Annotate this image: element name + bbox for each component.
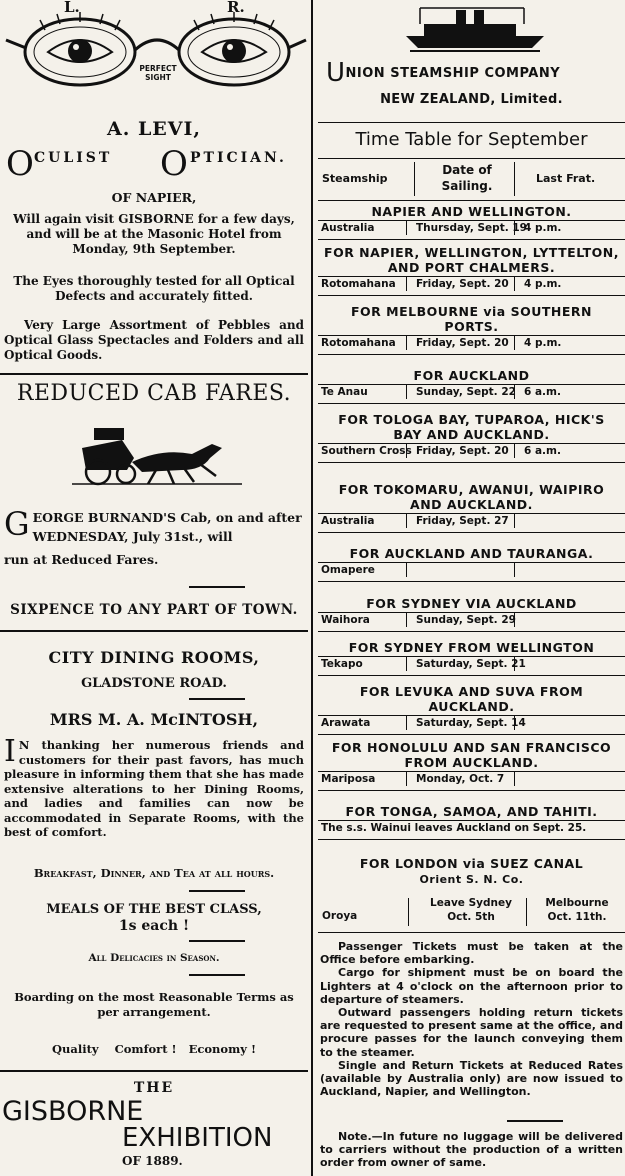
route-date: Friday, Sept. 20 xyxy=(416,445,509,457)
luggage-note: Note.—In future no luggage will be delivered to carriers without the production of a written order from owner of same. xyxy=(320,1130,623,1169)
rule xyxy=(318,631,625,632)
optician-assortment: Very Large Assortment of Pebbles and Optical Glass Spectacles and Folders and all Optical Goods. xyxy=(4,318,304,362)
union-notices xyxy=(320,940,623,1098)
optician-of: OF NAPIER, xyxy=(111,190,197,205)
route-ship: Waihora xyxy=(321,614,370,626)
spectacles-illustration xyxy=(0,0,308,92)
title-dropcap-o1: O xyxy=(6,144,37,184)
rule xyxy=(318,932,625,933)
london-ship: Oroya xyxy=(322,910,358,922)
dining-road: GLADSTONE ROAD. xyxy=(81,676,227,691)
col-sep xyxy=(514,772,515,786)
route-row xyxy=(318,514,625,530)
union-title-text: NION STEAMSHIP COMPANY xyxy=(345,66,561,81)
route-heading: FOR TOKOMARU, AWANUI, WAIPIRO AND AUCKLAND. xyxy=(338,482,605,512)
union-subtitle: NEW ZEALAND, Limited. xyxy=(380,92,563,107)
title-oculist: CULIST xyxy=(34,150,113,166)
col-sep xyxy=(406,563,407,577)
dining-heading: CITY DINING ROOMS, xyxy=(48,648,260,667)
rule xyxy=(189,940,245,942)
right-column xyxy=(318,0,625,1176)
optician-title xyxy=(0,146,308,182)
delicacies: All Delicacies in Season. xyxy=(88,952,220,964)
dining-dropcap: I xyxy=(4,734,16,769)
route-time: 4 p.m. xyxy=(524,222,562,234)
route-row xyxy=(318,385,625,401)
route-heading: NAPIER AND WELLINGTON. xyxy=(371,204,572,219)
london-leave: Leave Sydney Oct. 5th xyxy=(430,897,512,923)
col-sep xyxy=(406,716,407,730)
optician-eyes: The Eyes thoroughly tested for all Optical Defects and accurately fitted. xyxy=(13,274,295,303)
union-title xyxy=(326,58,625,88)
route-date: Friday, Sept. 20 xyxy=(416,278,509,290)
col-sep xyxy=(406,514,407,528)
route-ship: Rotomahana xyxy=(321,278,396,290)
route-date: Monday, Oct. 7 xyxy=(416,773,505,785)
exhibition-exhibition: EXHIBITION xyxy=(122,1123,273,1153)
rule xyxy=(318,403,625,404)
route-heading: FOR AUCKLAND xyxy=(413,368,530,383)
route-date: Sunday, Sept. 22 xyxy=(416,386,516,398)
london-row xyxy=(318,896,625,928)
rule xyxy=(507,1120,563,1122)
route-date: Saturday, Sept. 21 xyxy=(416,658,526,670)
rule xyxy=(318,675,625,676)
timetable-title: Time Table for September xyxy=(355,129,588,150)
route-ship: Mariposa xyxy=(321,773,376,785)
meals-price: 1s each ! xyxy=(118,918,190,934)
notice-outward: Outward passengers holding return tickets are requested to present same at the office, and procure passes for the launch conveying them to the steamer. xyxy=(320,1006,623,1059)
title-optician: PTICIAN. xyxy=(190,150,287,166)
notice-tickets: Passenger Tickets must be taken at the Office before embarking. xyxy=(320,940,623,967)
route-row xyxy=(318,821,625,837)
dining-text-body: N thanking her numerous friends and customers for their past favors, has much pleasure in informing them that she has made extensive alterations to her Dining Rooms, and ladies and families can now be accommodated in Separate Rooms, with the best of comfort. xyxy=(4,738,304,839)
route-ship: Tekapo xyxy=(321,658,363,670)
col-sep xyxy=(514,162,515,196)
col-sep xyxy=(406,444,407,458)
dining-owner: MRS M. A. McINTOSH, xyxy=(49,710,259,729)
route-time: 6 a.m. xyxy=(524,386,561,398)
col-sep xyxy=(406,221,407,235)
rule xyxy=(189,890,245,892)
route-date: Sunday, Sept. 29 xyxy=(416,614,516,626)
route-row xyxy=(318,772,625,788)
col-sep xyxy=(514,514,515,528)
route-row xyxy=(318,563,625,579)
col-sep xyxy=(406,336,407,350)
route-ship: The s.s. Wainui leaves Auckland on Sept. 25. xyxy=(321,822,587,834)
rule xyxy=(318,158,625,159)
route-row xyxy=(318,277,625,293)
rule xyxy=(189,974,245,976)
union-dropcap: U xyxy=(326,58,346,88)
exhibition-the: THE xyxy=(133,1080,175,1096)
route-heading: FOR MELBOURNE via SOUTHERN PORTS. xyxy=(351,304,592,334)
route-ship: Arawata xyxy=(321,717,371,729)
london-melb: Melbourne Oct. 11th. xyxy=(545,897,609,923)
rule xyxy=(189,698,245,700)
col-sep xyxy=(526,898,527,926)
meals-times: Breakfast, Dinner, and Tea at all hours. xyxy=(33,866,275,880)
rule xyxy=(318,354,625,355)
route-heading: FOR TOLOGA BAY, TUPAROA, HICK'S BAY AND AUCKLAND. xyxy=(338,412,605,442)
rule xyxy=(318,839,625,840)
cab-text-last: run at Reduced Fares. xyxy=(4,552,159,567)
rule xyxy=(0,373,308,375)
lens-left-label: L. xyxy=(64,0,80,16)
route-row xyxy=(318,657,625,673)
rule xyxy=(0,1070,308,1072)
col-steamship: Steamship xyxy=(322,172,388,185)
route-row xyxy=(318,613,625,629)
col-sep xyxy=(406,277,407,291)
cab-heading: REDUCED CAB FARES. xyxy=(16,381,292,406)
route-ship: Southern Cross xyxy=(321,445,412,457)
steamship-icon xyxy=(400,4,550,54)
meals-best: MEALS OF THE BEST CLASS, xyxy=(46,902,262,917)
col-sep xyxy=(408,898,409,926)
col-date: Date of Sailing. xyxy=(441,163,493,193)
cab-horse-icon xyxy=(72,418,242,490)
exhibition-gisborne: GISBORNE xyxy=(2,1096,144,1127)
col-sep xyxy=(514,563,515,577)
notice-single-return: Single and Return Tickets at Reduced Rates (available by Australia only) are now issued to Auckland, Napier, and Wellington. xyxy=(320,1058,623,1099)
route-row xyxy=(318,716,625,732)
col-sep xyxy=(406,613,407,627)
rule xyxy=(0,630,308,632)
route-date: Thursday, Sept. 19 xyxy=(416,222,527,234)
title-dropcap-o2: O xyxy=(160,144,191,184)
dining-text xyxy=(4,734,304,840)
route-ship: Rotomahana xyxy=(321,337,396,349)
route-row xyxy=(318,444,625,460)
route-ship: Te Anau xyxy=(321,386,368,398)
col-sep xyxy=(514,277,515,291)
col-sep xyxy=(514,444,515,458)
col-sep xyxy=(406,772,407,786)
lens-right-label: R. xyxy=(227,0,245,16)
col-sep xyxy=(406,657,407,671)
left-column xyxy=(0,0,308,1176)
perfect-sight-label: PERFECT SIGHT xyxy=(139,64,177,82)
route-time: 4 p.m. xyxy=(524,278,562,290)
route-row xyxy=(318,336,625,352)
london-heading: FOR LONDON via SUEZ CANAL xyxy=(359,856,584,871)
rule xyxy=(318,122,625,123)
dining-motto: Quality Comfort ! Economy ! xyxy=(52,1042,256,1056)
column-divider xyxy=(311,0,313,1176)
rule xyxy=(318,295,625,296)
col-sep xyxy=(406,385,407,399)
rule xyxy=(189,586,245,588)
rule xyxy=(318,462,625,463)
route-date: Saturday, Sept. 14 xyxy=(416,717,526,729)
rule xyxy=(318,790,625,791)
route-heading: FOR HONOLULU AND SAN FRANCISCO FROM AUCKLAND. xyxy=(331,740,612,770)
cab-text: EORGE BURNAND'S Cab, on and after WEDNESDAY, July 31st., will xyxy=(32,510,302,544)
route-heading: FOR SYDNEY VIA AUCKLAND xyxy=(366,596,577,611)
london-sub: Orient S. N. Co. xyxy=(419,873,524,886)
col-last: Last Frat. xyxy=(536,172,596,185)
route-heading: FOR NAPIER, WELLINGTON, LYTTELTON, AND PORT CHALMERS. xyxy=(324,245,619,275)
route-time: 4 p.m. xyxy=(524,337,562,349)
notice-cargo: Cargo for shipment must be on board the Lighters at 4 o'clock on the afternoon prior to departure of steamers. xyxy=(320,966,623,1006)
optician-name: A. LEVI, xyxy=(106,118,202,140)
route-ship: Australia xyxy=(321,515,375,527)
route-date: Friday, Sept. 27 xyxy=(416,515,509,527)
rule xyxy=(318,200,625,201)
col-sep xyxy=(514,336,515,350)
rule xyxy=(318,532,625,533)
route-ship: Australia xyxy=(321,222,375,234)
sixpence: SIXPENCE TO ANY PART OF TOWN. xyxy=(10,602,298,618)
rule xyxy=(318,239,625,240)
col-sep xyxy=(414,162,415,196)
route-heading: FOR TONGA, SAMOA, AND TAHITI. xyxy=(345,804,598,819)
rule xyxy=(318,734,625,735)
route-heading: FOR LEVUKA AND SUVA FROM AUCKLAND. xyxy=(359,684,584,714)
route-date: Friday, Sept. 20 xyxy=(416,337,509,349)
rule xyxy=(318,581,625,582)
cab-dropcap: G xyxy=(4,505,30,543)
route-time: 6 a.m. xyxy=(524,445,561,457)
route-heading: FOR SYDNEY FROM WELLINGTON xyxy=(348,640,595,655)
exhibition-year: OF 1889. xyxy=(122,1154,183,1168)
route-row xyxy=(318,221,625,237)
cab-notice xyxy=(4,505,304,546)
optician-visit: Will again visit GISBORNE for a few days, and will be at the Masonic Hotel from Monday, 9th September. xyxy=(13,212,295,256)
timetable-header xyxy=(318,162,625,198)
boarding: Boarding on the most Reasonable Terms as per arrangement. xyxy=(14,990,294,1019)
route-heading: FOR AUCKLAND AND TAURANGA. xyxy=(349,546,594,561)
route-ship: Omapere xyxy=(321,564,375,576)
